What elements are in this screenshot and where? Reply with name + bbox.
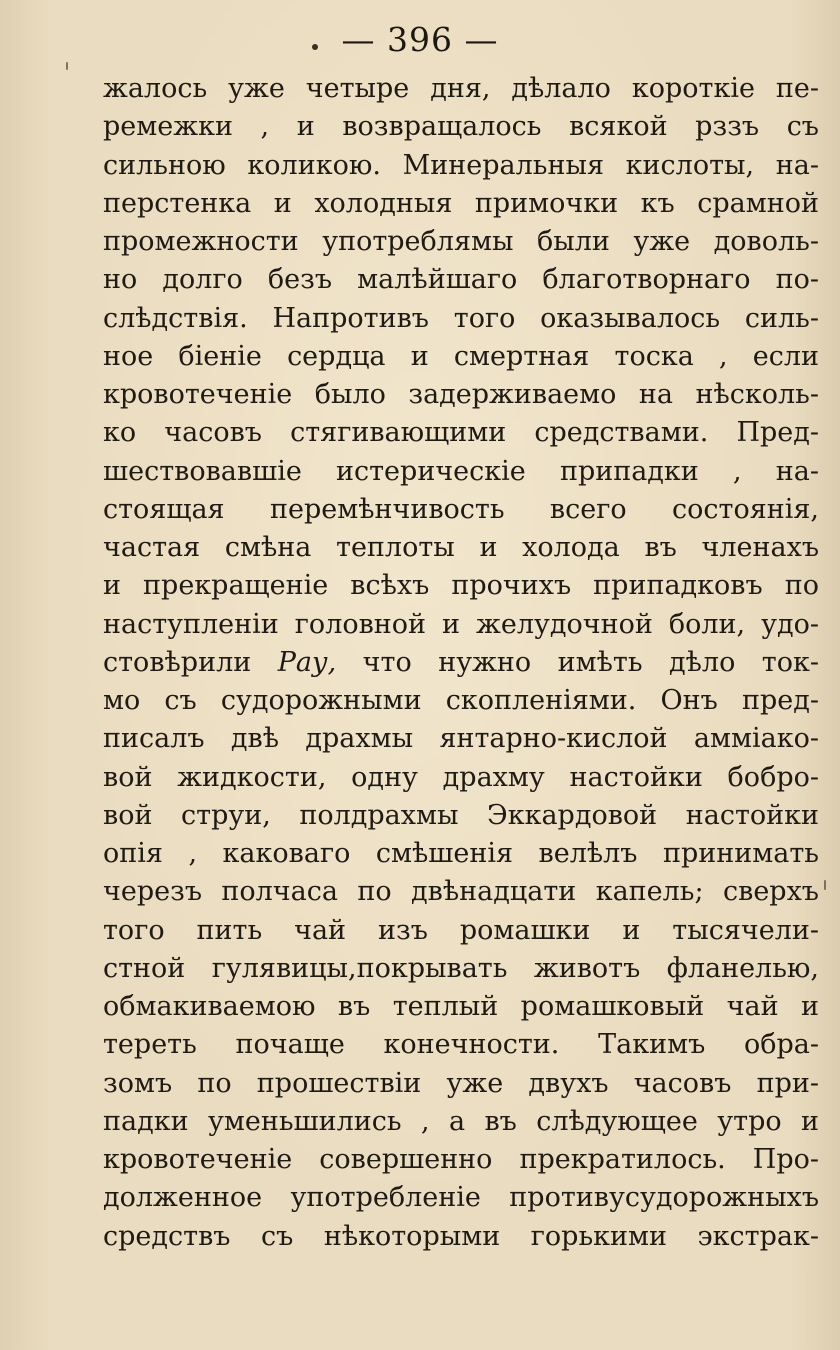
- page-number: — 396 —: [341, 20, 499, 59]
- text-line-with-italic: [103, 644, 819, 682]
- text-line: кровотеченіе было задерживаемо на нѣсколь-: [103, 379, 819, 410]
- text-line: тереть почаще конечности. Такимъ обра-: [103, 1029, 819, 1061]
- text-line: ное біеніе сердца и смертная тоска , если: [103, 340, 819, 372]
- text-line: частая смѣна теплоты и холода въ членахъ: [103, 532, 819, 563]
- text-line: кровотеченіе совершенно прекратилось. Про-: [103, 1144, 819, 1175]
- body-text: [103, 70, 819, 1256]
- text-line: писалъ двѣ драхмы янтарно-кислой аммiако-: [103, 723, 819, 755]
- text-fragment: стовѣрили: [103, 646, 278, 678]
- text-line: вой жидкости, одну драхму настойки бобро-: [103, 761, 819, 793]
- text-line: но долго безъ малѣйшаго благотворнаго по-: [103, 264, 819, 296]
- ink-speck: [66, 62, 68, 70]
- ink-speck: [824, 880, 826, 890]
- text-line: перстенка и холодныя примочки къ срамной: [103, 187, 819, 219]
- text-line: сильною коликою. Минеральныя кислоты, на-: [103, 149, 819, 181]
- text-line: стоящая перемѣнчивость всего состоянія,: [103, 493, 819, 525]
- text-line: стной гулявицы,покрывать животъ фланелью,: [103, 952, 819, 984]
- text-line: обмакиваемою въ теплый ромашковый чай и: [103, 991, 819, 1022]
- author-name-italic: Рау,: [277, 646, 337, 678]
- text-line: и прекращеніе всѣхъ прочихъ припадковъ по: [103, 570, 819, 602]
- text-line: черезъ полчаса по двѣнадцати капель; сверхъ: [103, 876, 819, 908]
- text-fragment: что нужно имѣть дѣло ток-: [336, 646, 819, 678]
- text-line: промежности употреблямы были уже доволь-: [103, 226, 819, 257]
- text-line: ремежки , и возвращалось всякой рззъ съ: [103, 111, 819, 143]
- text-line: зомъ по прошествіи уже двухъ часовъ при-: [103, 1067, 819, 1099]
- ink-speck: [312, 44, 318, 50]
- text-line: наступленіи головной и желудочной боли, удо-: [103, 608, 819, 640]
- text-line: падки уменьшились , а въ слѣдующее утро и: [103, 1105, 819, 1137]
- text-line: жалось уже четыре дня, дѣлало короткіе пе-: [103, 73, 819, 104]
- text-line: того пить чай изъ ромашки и тысячели-: [103, 914, 819, 946]
- text-line: опія , каковаго смѣшенія велѣлъ принимать: [103, 838, 819, 869]
- text-line: вой струи, полдрахмы Эккардовой настойки: [103, 799, 819, 831]
- text-line: долженное употребленіе противусудорожныхъ: [103, 1182, 819, 1214]
- text-line: шествовавшіе истерическіе припадки , на-: [103, 455, 819, 487]
- text-line: мо съ судорожными скопленіями. Онъ пред-: [103, 685, 819, 716]
- text-line: средствъ съ нѣкоторыми горькими экстрак-: [103, 1220, 819, 1252]
- text-line: ко часовъ стягивающими средствами. Пред-: [103, 417, 819, 449]
- text-line: слѣдствія. Напротивъ того оказывалось силь-: [103, 302, 819, 334]
